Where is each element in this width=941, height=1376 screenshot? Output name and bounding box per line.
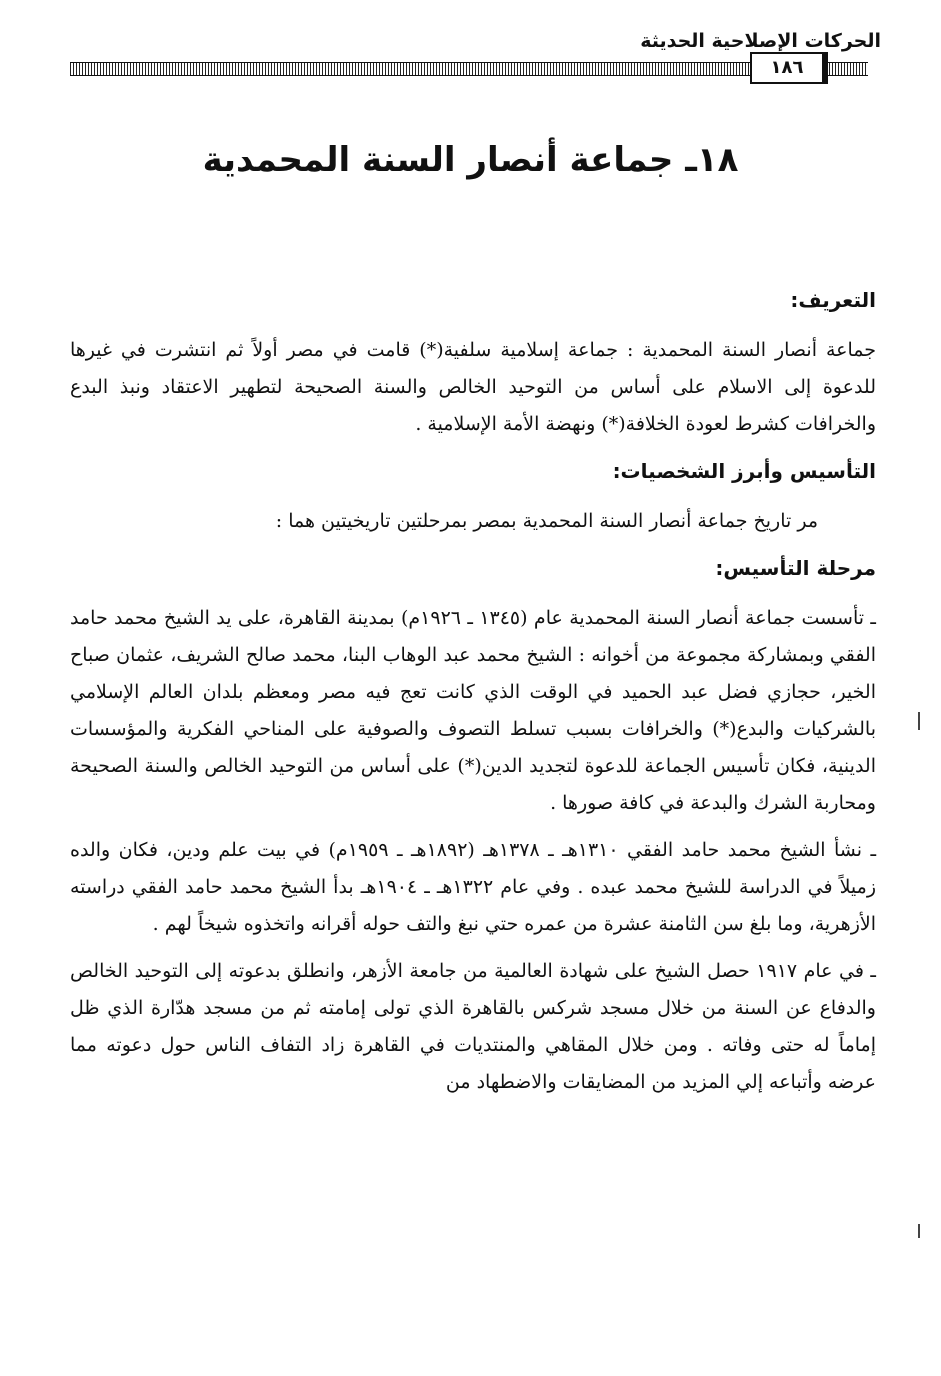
section-heading-definition: التعريف: — [790, 288, 876, 312]
founding-stage-paragraph-3: ـ في عام ١٩١٧ حصل الشيخ على شهادة العالمية من جامعة الأزهر، وانطلق بدعوته إلى التوحيد الخالص والدفاع عن السنة من خلال مسجد شركس بالقاهرة الذي تولى إمامته ثم من مسجد هدّارة الذي ظل إماماً له حتى وفاته . ومن خلال المقاهي والمنتديات في القاهرة زاد التفاف الناس حول دعوته مما عرضه وأتباعه إلي المزيد من المضايقات والاضطهاد من — [70, 960, 876, 1093]
margin-mark — [918, 712, 920, 730]
founding-stage-paragraph-2: ـ نشأ الشيخ محمد حامد الفقي ١٣١٠هـ ـ ١٣٧٨هـ (١٨٩٢هـ ـ ١٩٥٩م) في بيت علم ودين، فكان والده زميلاً في الدراسة للشيخ محمد عبده . وفي عام ١٣٢٢هـ ـ ١٩٠٤هـ بدأ الشيخ محمد حامد الفقي دراسته الأزهرية، وما بلغ سن الثامنة عشرة من عمره حتي نبغ والتف حوله أقرانه واتخذوه شيخاً لهم . — [70, 839, 877, 935]
founding-stage-paragraph-1: ـ تأسست جماعة أنصار السنة المحمدية عام (١٣٤٥ ـ ١٩٢٦م) بمدينة القاهرة، على يد الشيخ محمد حامد الفقي وبمشاركة مجموعة من أخوانه : الشيخ محمد عبد الوهاب البنا، محمد صالح الشريف، عثمان صباح الخير، حجازي فضل عبد الحميد في الوقت الذي كانت تعج فيه مصر ومعظم بلدان العالم الإسلامي بالشركيات والبدع(*) والخرافات بسبب تسلط التصوف والصوفية على المناحي الفكرية والمؤسسات الدينية، فكان تأسيس الجماعة للدعوة لتجديد الدين(*) على أساس من التوحيد الخالص والسنة الصحيحة ومحاربة الشرك والبدعة في كافة صورها . — [70, 607, 876, 814]
running-title: الحركات الإصلاحية الحديثة — [640, 30, 881, 52]
page-number: ١٨٦ — [750, 52, 824, 84]
margin-mark — [918, 1224, 920, 1238]
section-heading-founding: التأسيس وأبرز الشخصيات: — [612, 459, 876, 483]
page-body — [70, 282, 876, 1111]
section-heading-founding-stage: مرحلة التأسيس: — [715, 556, 876, 580]
chapter-title: ١٨ـ جماعة أنصار السنة المحمدية — [202, 140, 739, 180]
founding-intro-paragraph: مر تاريخ جماعة أنصار السنة المحمدية بمصر بمرحلتين تاريخيتين هما : — [275, 510, 818, 532]
definition-paragraph: جماعة أنصار السنة المحمدية : جماعة إسلامية سلفية(*) قامت في مصر أولاً ثم انتشرت في غيرها للدعوة إلى الاسلام على أساس من التوحيد الخالص والسنة الصحيحة لتطهير الاعتقاد ونبذ البدع والخرافات كشرط لعودة الخلافة(*) ونهضة الأمة الإسلامية . — [70, 339, 876, 435]
header-rule — [70, 62, 868, 76]
